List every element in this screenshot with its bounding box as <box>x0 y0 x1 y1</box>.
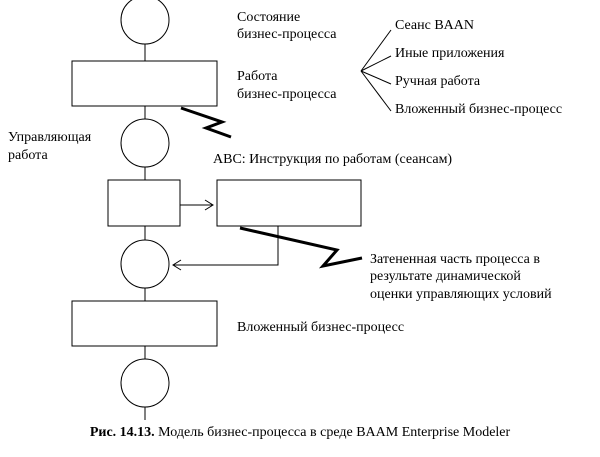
nested-process-box <box>72 301 217 346</box>
shaded-label-line-3: оценки управляющих условий <box>370 287 552 302</box>
bolt-shaded-pointer <box>240 228 362 266</box>
state-node-4 <box>121 359 169 407</box>
state-label-line-2: бизнес-процесса <box>237 27 337 42</box>
state-node-2 <box>121 119 169 167</box>
figure-caption <box>0 424 600 442</box>
fan-line-1 <box>361 30 391 71</box>
work-type-item: Вложенный бизнес-процесс <box>395 102 563 117</box>
work-type-item: Ручная работа <box>395 74 481 89</box>
work-type-list <box>395 18 562 117</box>
state-label-line-1: Состояние <box>237 10 301 25</box>
shaded-label-line-1: Затененная часть процесса в <box>370 252 540 267</box>
control-label-line-1: Управляющая <box>8 130 92 145</box>
work-box-1 <box>72 61 217 106</box>
control-work-box <box>108 180 180 226</box>
instruction-box <box>217 180 361 226</box>
fan-line-2 <box>361 56 391 71</box>
control-label-line-2: работа <box>8 148 48 163</box>
subprocess-label: Вложенный бизнес-процесс <box>237 320 405 335</box>
control-label <box>8 130 95 163</box>
work-type-item: Иные приложения <box>395 46 505 61</box>
instruction-label: АВС: Инструкция по работам (сеансам) <box>213 152 453 167</box>
state-node-3 <box>121 240 169 288</box>
work-type-item: Сеанс BAAN <box>395 18 474 33</box>
shaded-label-line-2: результате динамической <box>370 269 521 284</box>
state-node-1 <box>121 0 169 44</box>
work-label-line-2: бизнес-процесса <box>237 87 337 102</box>
work-label-line-1: Работа <box>237 69 278 84</box>
shaded-part-label <box>370 252 552 302</box>
state-label <box>237 10 337 42</box>
figure-caption-text: Модель бизнес-процесса в среде BAAM Enterprise Modeler <box>154 425 511 440</box>
work-label <box>237 69 337 102</box>
bolt-work-pointer <box>181 108 231 137</box>
figure-number: Рис. 14.13. <box>89 425 155 440</box>
